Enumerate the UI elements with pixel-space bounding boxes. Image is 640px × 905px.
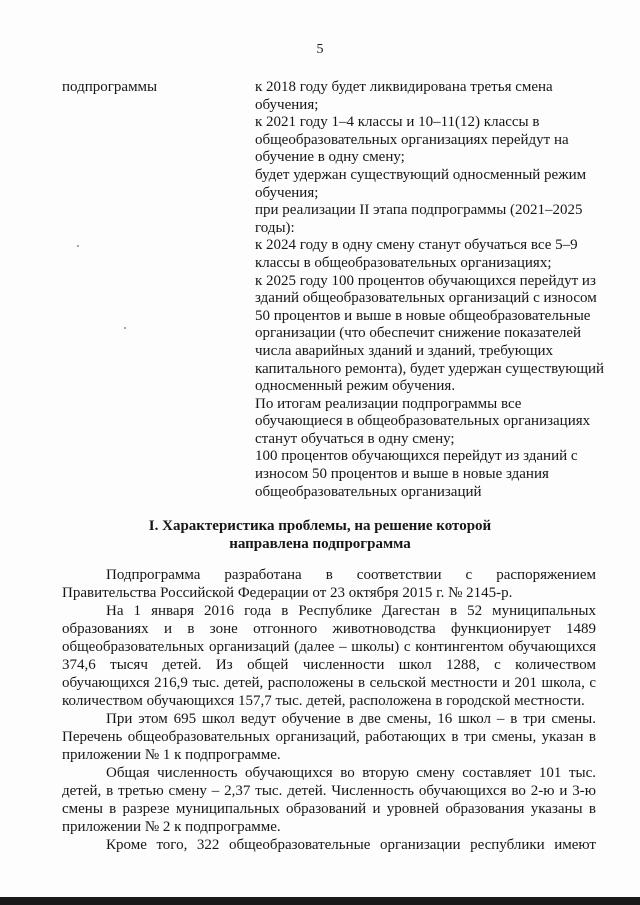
content-line: общеобразовательных организациях перейдут на — [255, 131, 569, 148]
content-line: обучения; — [255, 184, 319, 201]
scan-speck — [124, 327, 126, 329]
content-line: станут обучаться в одну смену; — [255, 430, 455, 447]
content-line: износом 50 процентов и выше в новые здания — [255, 466, 549, 483]
page-number: 5 — [316, 42, 324, 57]
content-line: обучающиеся в общеобразовательных организациях — [255, 413, 591, 430]
table-row-content — [255, 79, 615, 501]
content-line: к 2024 году в одну смену станут обучаться все 5–9 — [255, 237, 578, 254]
content-line: общеобразовательных организаций — [255, 483, 482, 500]
paragraph-line: Подпрограмма разработана в соответствии с распоряжением — [106, 567, 596, 583]
paragraph-line: Общая численность обучающихся во вторую смену составляет 101 тыс. — [106, 765, 596, 781]
paragraph-line: 374,6 тысяч детей. Из общей численности школ 1288, с количеством — [62, 657, 596, 673]
content-line: к 2025 году 100 процентов обучающихся перейдут из — [255, 272, 596, 289]
content-line: зданий общеобразовательных организаций с износом — [255, 290, 597, 307]
content-line: к 2018 году будет ликвидирована третья смена — [255, 79, 553, 95]
content-line: 50 процентов и выше в новые общеобразовательные — [255, 307, 591, 324]
paragraph-line: приложении № 1 к подпрограмме. — [62, 747, 281, 763]
paragraph-line: образованиях и в зоне отгонного животноводства функционирует 1489 — [62, 621, 596, 637]
scan-speck — [77, 245, 79, 247]
paragraph-line: Перечень общеобразовательных организаций, работающих в три смены, указан в — [62, 729, 596, 745]
content-line: годы): — [255, 219, 295, 236]
paragraph-line: детей, в третью смену – 2,37 тыс. детей. Численность обучающихся во 2-ю и 3-ю — [62, 783, 596, 799]
content-line: обучение в одну смену; — [255, 149, 405, 166]
paragraph-line: При этом 695 школ ведут обучение в две смены, 16 школ – в три смены. — [106, 711, 596, 727]
content-line: По итогам реализации подпрограммы все — [255, 395, 522, 412]
content-line: капитального ремонта), будет удержан существующий — [255, 360, 605, 377]
body-text — [62, 566, 596, 854]
content-line: будет удержан существующий односменный режим — [255, 166, 587, 183]
content-line: односменный режим обучения. — [255, 378, 456, 395]
paragraph-line: приложении № 2 к подпрограмме. — [62, 819, 281, 835]
heading-line: направлена подпрограмма — [229, 536, 411, 552]
paragraph-line: смены в разрезе муниципальных образований и уровней образования указаны в — [62, 801, 596, 817]
table-row-label: подпрограммы — [62, 79, 158, 95]
content-line: обучения; — [255, 96, 319, 113]
paragraph-line: Правительства Российской Федерации от 23 октября 2015 г. № 2145-р. — [62, 585, 513, 601]
content-line: классы в общеобразовательных организациях; — [255, 254, 552, 271]
paragraph-line: общеобразовательных организаций (далее – школы) с контингентом обучающихся — [62, 639, 596, 655]
paragraph-line: обучающихся 216,9 тыс. детей, расположены в сельской местности и 201 школа, с — [62, 675, 596, 691]
content-line: числа аварийных зданий и зданий, требующих — [255, 342, 554, 359]
content-line: организации (что обеспечит снижение показателей — [255, 325, 582, 342]
paragraph-line: На 1 января 2016 года в Республике Дагестан в 52 муниципальных — [106, 603, 596, 619]
content-line: 100 процентов обучающихся перейдут из зданий с — [255, 448, 578, 465]
content-line: к 2021 году 1–4 классы и 10–11(12) классы в — [255, 114, 540, 131]
paragraph-line: Кроме того, 322 общеобразовательные организации республики имеют — [106, 837, 596, 853]
section-heading — [0, 517, 640, 553]
paragraph-line: количеством обучающихся 157,7 тыс. детей, расположена в городской местности. — [62, 693, 585, 709]
scan-edge — [0, 897, 640, 905]
heading-line: I. Характеристика проблемы, на решение которой — [148, 518, 492, 534]
content-line: при реализации II этапа подпрограммы (2021–2025 — [255, 202, 583, 219]
